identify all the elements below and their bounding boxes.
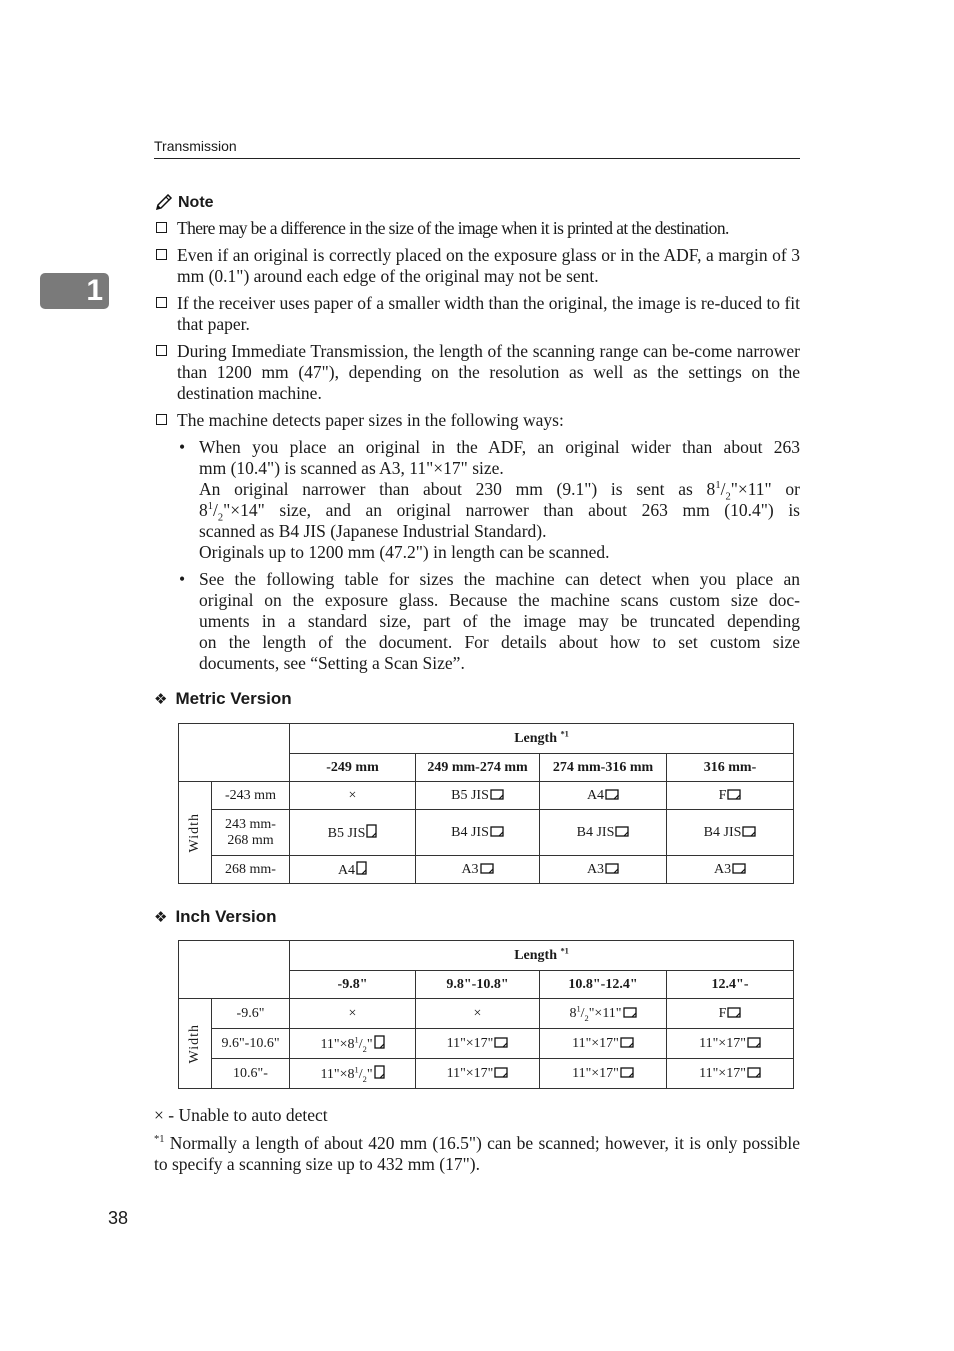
landscape-icon xyxy=(742,826,756,837)
size-cell: A4 xyxy=(290,856,416,884)
landscape-icon xyxy=(490,789,504,800)
landscape-icon xyxy=(620,1067,634,1078)
note-heading-label: Note xyxy=(178,194,214,211)
width-header: Width xyxy=(179,999,212,1089)
column-header: 10.8"-12.4" xyxy=(540,971,667,999)
size-cell: $8^1/_2"\times 11$" xyxy=(540,999,667,1029)
column-header: 249 mm-274 mm xyxy=(416,754,540,782)
landscape-icon xyxy=(605,863,619,874)
diamond-icon: ❖ xyxy=(154,909,168,926)
size-cell: 11"×17" xyxy=(667,1029,794,1059)
page-number: 38 xyxy=(108,1208,129,1228)
note-item: If the receiver uses paper of a smaller width than the original, the image is re-duced to fit that paper. xyxy=(154,293,800,335)
landscape-icon xyxy=(732,863,746,874)
size-cell: B4 JIS xyxy=(667,810,794,856)
column-header: 316 mm- xyxy=(667,754,794,782)
row-header: 9.6"-10.6" xyxy=(212,1029,290,1059)
column-header: 9.8"-10.8" xyxy=(416,971,540,999)
table-row xyxy=(179,1059,794,1089)
metric-size-table xyxy=(178,723,794,884)
note-list xyxy=(154,218,800,680)
bullet-item: • See the following table for sizes the machine can detect when you place an original on the exposure glass. Because the machine scans custom size doc- uments in a standard size, part of the image may be truncated depending on the length of the document. For details about how to set custom size documents, see “Setting a Scan Size”. xyxy=(179,569,800,673)
landscape-icon xyxy=(494,1067,508,1078)
size-cell: $11"\times 8^1/_2$" xyxy=(290,1059,416,1089)
bullet-item: • When you place an original in the ADF, an original wider than about 263 mm (10.4") is scanned as A3, 11"×17" size. An original narrower than about 230 mm (9.1") is sent as $8^1/_2"\times 11$" or $8^1/_2"\times 14$" size, and an original narrower than about 263 mm (10.4") is scanned as B4 JIS (Japanese Industrial Standard). Originals up to 1200 mm (47.2") in length can be scanned. xyxy=(179,437,800,562)
bullet-icon: • xyxy=(179,437,186,457)
note-item: During Immediate Transmission, the length of the scanning range can be-come narrower than 1200 mm (47"), depending on the resolution as well as the settings on the destination machine. xyxy=(154,341,800,404)
table-corner xyxy=(179,724,290,782)
size-cell: 11"×17" xyxy=(540,1059,667,1089)
size-cell: 11"×17" xyxy=(540,1029,667,1059)
portrait-icon xyxy=(366,824,377,838)
header-rule xyxy=(154,158,800,159)
checkbox-icon xyxy=(156,222,167,233)
landscape-icon xyxy=(480,863,494,874)
column-header: 274 mm-316 mm xyxy=(540,754,667,782)
table-row xyxy=(179,1029,794,1059)
landscape-icon xyxy=(490,826,504,837)
row-header: 10.6"- xyxy=(212,1059,290,1089)
column-header: -249 mm xyxy=(290,754,416,782)
pencil-icon xyxy=(154,194,174,212)
checkbox-icon xyxy=(156,297,167,308)
inch-size-table xyxy=(178,940,794,1089)
running-header: Transmission xyxy=(154,138,237,154)
size-cell: 11"×17" xyxy=(416,1029,540,1059)
diamond-icon: ❖ xyxy=(154,691,168,708)
table-row xyxy=(179,782,794,810)
table-row xyxy=(179,856,794,884)
bullet-list xyxy=(177,437,800,674)
row-header: 268 mm- xyxy=(212,856,290,884)
table-row xyxy=(179,810,794,856)
note-heading xyxy=(154,194,214,212)
size-cell: $11"\times 8^1/_2$" xyxy=(290,1029,416,1059)
size-cell: F xyxy=(667,782,794,810)
size-cell: × xyxy=(290,999,416,1029)
width-header: Width xyxy=(179,782,212,884)
row-header: -9.6" xyxy=(212,999,290,1029)
checkbox-icon xyxy=(156,414,167,425)
size-cell: F xyxy=(667,999,794,1029)
size-cell: B4 JIS xyxy=(540,810,667,856)
landscape-icon xyxy=(747,1037,761,1048)
size-cell: A4 xyxy=(540,782,667,810)
length-header: Length $^{*1}$ xyxy=(290,941,794,971)
unable-footnote: × - Unable to auto detect xyxy=(154,1105,328,1125)
portrait-icon xyxy=(374,1065,385,1079)
length-footnote: $^{*1}$ Normally a length of about 420 mm (16.5") can be scanned; however, it is only possible to specify a scanning size up to 432 mm (17"). xyxy=(154,1133,800,1174)
size-cell: × xyxy=(416,999,540,1029)
row-header: -243 mm xyxy=(212,782,290,810)
landscape-icon xyxy=(620,1037,634,1048)
landscape-icon xyxy=(727,789,741,800)
bullet-icon: • xyxy=(179,569,186,589)
note-item: Even if an original is correctly placed on the exposure glass or in the ADF, a margin of 3 mm (0.1") around each edge of the original may not be sent. xyxy=(154,245,800,287)
size-cell: A3 xyxy=(540,856,667,884)
row-header: 243 mm- 268 mm xyxy=(212,810,290,856)
portrait-icon xyxy=(356,861,367,875)
column-header: -9.8" xyxy=(290,971,416,999)
portrait-icon xyxy=(374,1035,385,1049)
inch-heading: ❖ Inch Version xyxy=(154,907,277,926)
landscape-icon xyxy=(615,826,629,837)
size-cell: A3 xyxy=(416,856,540,884)
landscape-icon xyxy=(747,1067,761,1078)
size-cell: 11"×17" xyxy=(667,1059,794,1089)
note-item: The machine detects paper sizes in the following ways: • When you place an original in the ADF, an original wider than about 263 mm (10.4") is scanned as A3, 11"×17" size. An original narrower than about 230 mm (9.1") is sent as $8^1/_2"\times 11$" or $8^1/_2"\times 14$" size, and an original narrower than about 263 mm (10.4") is scanned as B4 JIS (Japanese Industrial Standard). Originals up to 1200 mm (47.2") in length can be scanned. • See the following table for sizes the machine can detect when you place an original on the exposure glass. Because the machine scans custom size doc- uments in a standard size, part of the image may be truncated depending on the length of the document. For details about how to set custom size documents, see “Setting a Scan Size”. xyxy=(154,410,800,674)
chapter-tab: 1 xyxy=(40,273,109,309)
metric-heading: ❖ Metric Version xyxy=(154,689,292,708)
size-cell: B4 JIS xyxy=(416,810,540,856)
table-row xyxy=(179,999,794,1029)
size-cell: B5 JIS xyxy=(290,810,416,856)
landscape-icon xyxy=(605,789,619,800)
size-cell: A3 xyxy=(667,856,794,884)
size-cell: B5 JIS xyxy=(416,782,540,810)
length-header: Length $^{*1}$ xyxy=(290,724,794,754)
checkbox-icon xyxy=(156,249,167,260)
table-corner xyxy=(179,941,290,999)
checkbox-icon xyxy=(156,345,167,356)
column-header: 12.4"- xyxy=(667,971,794,999)
landscape-icon xyxy=(727,1007,741,1018)
size-cell: 11"×17" xyxy=(416,1059,540,1089)
landscape-icon xyxy=(494,1037,508,1048)
note-item: There may be a difference in the size of the image when it is printed at the destination. xyxy=(154,218,800,239)
landscape-icon xyxy=(623,1007,637,1018)
size-cell: × xyxy=(290,782,416,810)
